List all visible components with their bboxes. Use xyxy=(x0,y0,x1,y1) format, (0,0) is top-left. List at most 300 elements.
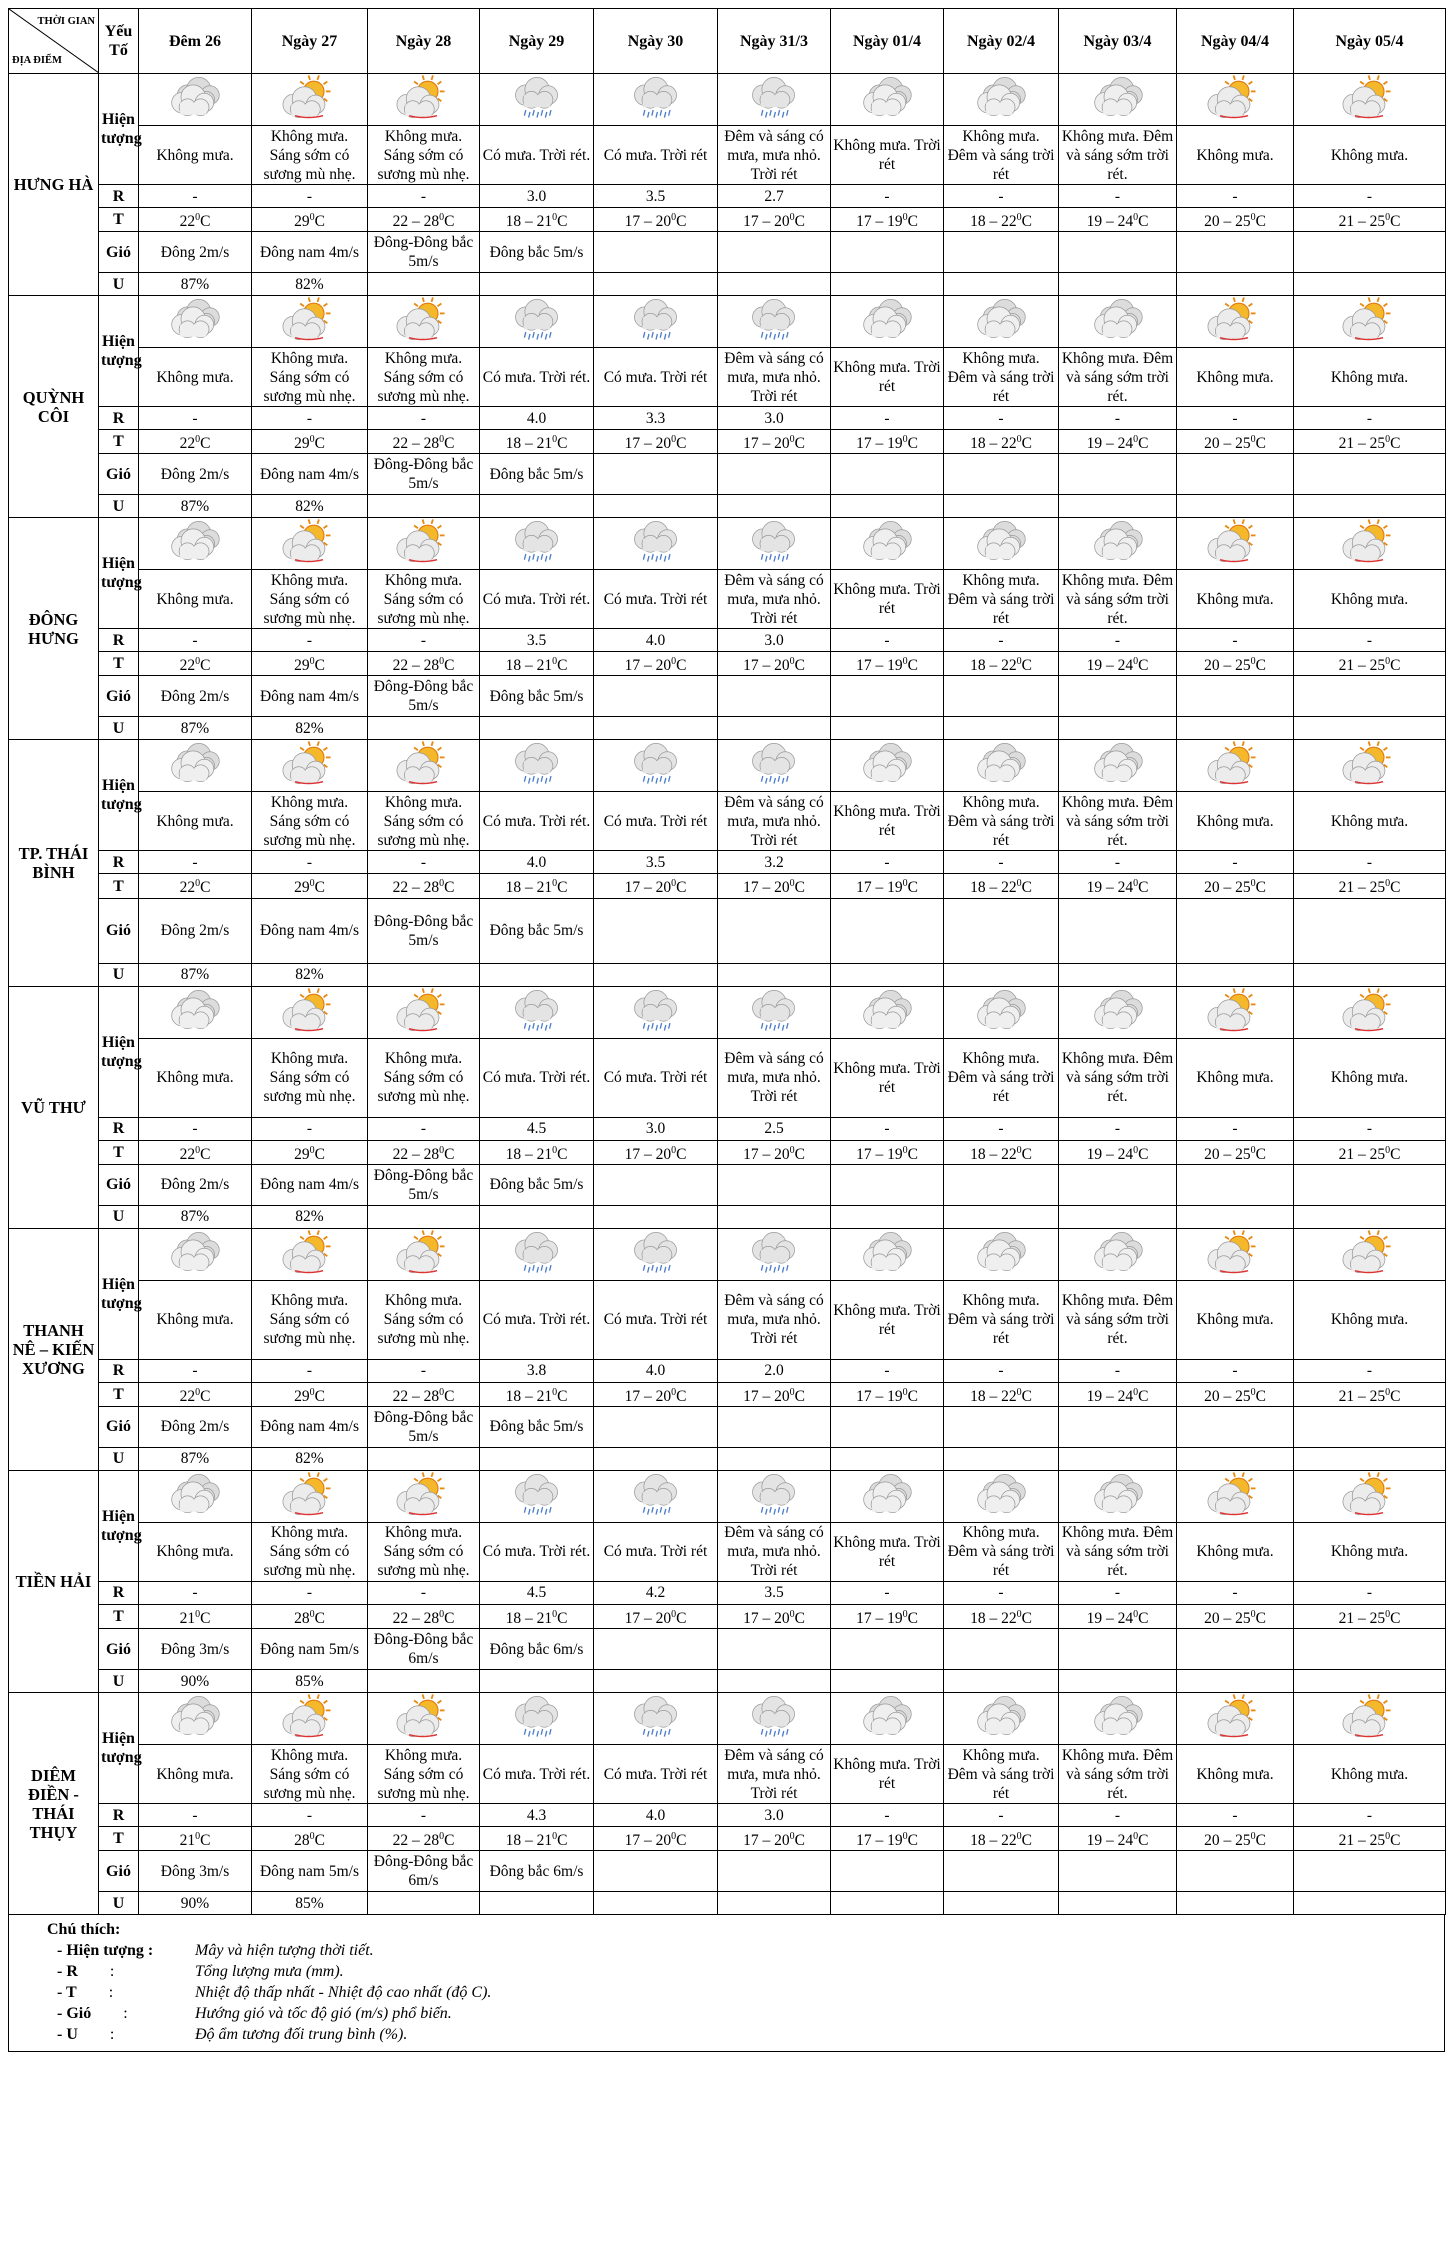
partly-sunny-icon xyxy=(1342,773,1398,790)
celsius-unit: C xyxy=(200,1387,211,1405)
rain-value: - xyxy=(368,1581,480,1604)
degree-sign: 0 xyxy=(552,1386,558,1398)
humidity-row xyxy=(9,1892,1446,1915)
wind-value xyxy=(594,454,718,495)
temperature-value: 21 – 25 xyxy=(1338,435,1386,453)
wind-value: Đông bắc 6m/s xyxy=(480,1851,594,1892)
legend-notes xyxy=(8,1915,1445,2052)
cloudy-icon xyxy=(1090,329,1146,346)
rain-value: 3.8 xyxy=(480,1359,594,1382)
weather-icon-cell xyxy=(944,986,1059,1038)
temperature-value: 19 – 24 xyxy=(1086,1832,1134,1850)
humidity-value: 90% xyxy=(139,1670,252,1693)
celsius-unit: C xyxy=(1255,1610,1266,1628)
note-key-text: - T xyxy=(57,1984,77,2002)
rain-value: - xyxy=(139,851,252,874)
cloudy-icon xyxy=(859,1726,915,1743)
rain-value: - xyxy=(1059,629,1177,652)
weather-icon-cell xyxy=(139,518,252,570)
wind-value xyxy=(1059,232,1177,273)
rain-value: - xyxy=(1059,185,1177,208)
humidity-value xyxy=(594,717,718,740)
celsius-unit: C xyxy=(1390,1832,1401,1850)
humidity-value xyxy=(1059,495,1177,518)
degree-sign: 0 xyxy=(552,1608,558,1620)
rain-value: - xyxy=(1294,629,1446,652)
partly-sunny-icon xyxy=(1207,551,1263,568)
rain-row xyxy=(9,407,1446,430)
degree-sign: 0 xyxy=(789,1386,795,1398)
rain-value: - xyxy=(1177,185,1294,208)
weather-icon-cell xyxy=(1059,1693,1177,1745)
temperature-value: 18 – 21 xyxy=(505,1610,553,1628)
humidity-row xyxy=(9,963,1446,986)
weather-description: Không mưa. Sáng sớm có sương mù nhẹ. xyxy=(252,570,368,629)
label-t: T xyxy=(99,652,139,676)
label-u: U xyxy=(99,495,139,518)
weather-description: Có mưa. Trời rét xyxy=(594,792,718,851)
temperature-cell xyxy=(252,652,368,676)
wind-value xyxy=(831,676,944,717)
temperature-value: 29 xyxy=(294,1387,310,1405)
rain-value: 2.0 xyxy=(718,1359,831,1382)
degree-sign: 0 xyxy=(309,1608,315,1620)
rain-value: - xyxy=(1059,1117,1177,1140)
wind-value xyxy=(594,1629,718,1670)
humidity-value xyxy=(368,1205,480,1228)
cloudy-icon xyxy=(859,1262,915,1279)
partly-sunny-icon xyxy=(1342,1020,1398,1037)
degree-sign: 0 xyxy=(902,212,908,223)
note-key-text: - Hiện tượng : xyxy=(57,1942,154,1960)
rain-icon xyxy=(628,551,684,568)
wind-value: Đông bắc 5m/s xyxy=(480,232,594,273)
weather-description: Đêm và sáng có mưa, mưa nhỏ. Trời rét xyxy=(718,1522,831,1581)
rain-value: - xyxy=(252,185,368,208)
wind-value: Đông bắc 5m/s xyxy=(480,454,594,495)
humidity-value: 85% xyxy=(252,1670,368,1693)
humidity-value: 82% xyxy=(252,495,368,518)
wind-value xyxy=(944,1406,1059,1447)
rain-value: - xyxy=(252,1804,368,1827)
label-gio: Gió xyxy=(99,1629,139,1670)
weather-description: Không mưa. Trời rét xyxy=(831,1038,944,1117)
location-name: VŨ THƯ xyxy=(9,986,99,1228)
icon-row xyxy=(9,1693,1446,1745)
day-header: Ngày 02/4 xyxy=(944,9,1059,74)
weather-description: Không mưa. Sáng sớm có sương mù nhẹ. xyxy=(368,348,480,407)
degree-sign: 0 xyxy=(1016,1144,1022,1156)
degree-sign: 0 xyxy=(1133,1386,1139,1398)
rain-value: - xyxy=(1059,1359,1177,1382)
wind-value: Đông nam 4m/s xyxy=(252,232,368,273)
description-row xyxy=(9,1745,1446,1804)
temperature-cell xyxy=(944,430,1059,454)
celsius-unit: C xyxy=(907,1145,918,1163)
location-name: QUỲNH CÔI xyxy=(9,296,99,518)
degree-sign: 0 xyxy=(1016,1831,1022,1843)
degree-sign: 0 xyxy=(309,1386,315,1398)
wind-value: Đông 2m/s xyxy=(139,1164,252,1205)
temperature-value: 17 – 20 xyxy=(624,657,672,675)
humidity-value xyxy=(1177,1670,1294,1693)
temperature-cell xyxy=(1294,1827,1446,1851)
celsius-unit: C xyxy=(907,1610,918,1628)
rain-value: 4.0 xyxy=(594,1804,718,1827)
label-u: U xyxy=(99,1447,139,1470)
label-r: R xyxy=(99,1117,139,1140)
rain-value: - xyxy=(1294,1581,1446,1604)
temperature-cell xyxy=(368,208,480,232)
degree-sign: 0 xyxy=(552,878,558,890)
degree-sign: 0 xyxy=(1250,1386,1256,1398)
weather-description: Có mưa. Trời rét. xyxy=(480,1280,594,1359)
wind-value: Đông 3m/s xyxy=(139,1851,252,1892)
weather-description: Không mưa. Sáng sớm có sương mù nhẹ. xyxy=(252,792,368,851)
degree-sign: 0 xyxy=(195,1144,201,1156)
celsius-unit: C xyxy=(1390,1610,1401,1628)
temperature-row xyxy=(9,1140,1446,1164)
celsius-unit: C xyxy=(1021,1832,1032,1850)
celsius-unit: C xyxy=(1390,213,1401,231)
weather-icon-cell xyxy=(944,1228,1059,1280)
location-name: ĐÔNG HƯNG xyxy=(9,518,99,740)
weather-icon-cell xyxy=(368,74,480,126)
notes-title: Chú thích: xyxy=(47,1921,121,1939)
degree-sign: 0 xyxy=(789,1608,795,1620)
weather-icon-cell xyxy=(1177,296,1294,348)
rain-icon xyxy=(746,773,802,790)
celsius-unit: C xyxy=(907,1387,918,1405)
partly-sunny-icon xyxy=(396,1020,452,1037)
humidity-value xyxy=(1059,1205,1177,1228)
weather-icon-cell xyxy=(1059,740,1177,792)
wind-value xyxy=(1059,1629,1177,1670)
celsius-unit: C xyxy=(1021,1145,1032,1163)
degree-sign: 0 xyxy=(1250,212,1256,223)
temperature-cell xyxy=(1059,1604,1177,1628)
cloudy-icon xyxy=(167,773,223,790)
temperature-cell xyxy=(594,874,718,898)
temperature-value: 20 – 25 xyxy=(1204,1832,1251,1850)
note-text: Độ ẩm tương đối trung bình (%). xyxy=(195,2026,408,2044)
temperature-cell xyxy=(594,1604,718,1628)
corner-place-label: ĐỊA ĐIỂM xyxy=(12,55,62,66)
weather-description: Không mưa. xyxy=(1294,570,1446,629)
weather-description: Không mưa. Sáng sớm có sương mù nhẹ. xyxy=(252,1745,368,1804)
wind-value xyxy=(831,232,944,273)
degree-sign: 0 xyxy=(1133,1144,1139,1156)
weather-description: Có mưa. Trời rét xyxy=(594,348,718,407)
temperature-cell xyxy=(480,430,594,454)
temperature-value: 17 – 20 xyxy=(624,1832,672,1850)
partly-sunny-icon xyxy=(282,1504,338,1521)
temperature-row xyxy=(9,1382,1446,1406)
temperature-value: 20 – 25 xyxy=(1204,657,1251,675)
wind-value xyxy=(1294,1406,1446,1447)
degree-sign: 0 xyxy=(195,1831,201,1843)
location-name: DIÊM ĐIỀN - THÁI THỤY xyxy=(9,1693,99,1915)
celsius-unit: C xyxy=(200,879,211,897)
celsius-unit: C xyxy=(676,879,687,897)
humidity-value: 87% xyxy=(139,963,252,986)
wind-value: Đông nam 5m/s xyxy=(252,1851,368,1892)
note-item xyxy=(57,1940,1444,1961)
weather-description: Không mưa. Sáng sớm có sương mù nhẹ. xyxy=(368,1522,480,1581)
weather-icon-cell xyxy=(1059,296,1177,348)
celsius-unit: C xyxy=(907,879,918,897)
temperature-value: 22 – 28 xyxy=(392,1610,440,1628)
temperature-value: 28 xyxy=(294,1832,310,1850)
weather-description: Không mưa. Sáng sớm có sương mù nhẹ. xyxy=(252,348,368,407)
rain-value: - xyxy=(368,1117,480,1140)
partly-sunny-icon xyxy=(396,107,452,124)
degree-sign: 0 xyxy=(671,1831,677,1843)
weather-icon-cell xyxy=(944,740,1059,792)
celsius-unit: C xyxy=(200,657,211,675)
rain-value: - xyxy=(1059,1804,1177,1827)
note-item xyxy=(57,1961,1444,1982)
temperature-cell xyxy=(480,1604,594,1628)
weather-icon-cell xyxy=(1177,740,1294,792)
rain-value: - xyxy=(1177,851,1294,874)
temperature-cell xyxy=(368,430,480,454)
weather-description: Có mưa. Trời rét. xyxy=(480,348,594,407)
temperature-cell xyxy=(1177,874,1294,898)
weather-description: Không mưa. Trời rét xyxy=(831,1280,944,1359)
wind-value xyxy=(1294,454,1446,495)
wind-value xyxy=(1294,1164,1446,1205)
temperature-value: 28 xyxy=(294,1610,310,1628)
description-row xyxy=(9,1038,1446,1117)
weather-description: Có mưa. Trời rét. xyxy=(480,1522,594,1581)
weather-icon-cell xyxy=(831,1228,944,1280)
temperature-value: 17 – 19 xyxy=(856,1610,903,1628)
temperature-cell xyxy=(718,208,831,232)
temperature-value: 18 – 22 xyxy=(970,435,1017,453)
humidity-value xyxy=(718,1892,831,1915)
weather-description: Đêm và sáng có mưa, mưa nhỏ. Trời rét xyxy=(718,1745,831,1804)
celsius-unit: C xyxy=(444,1832,455,1850)
celsius-unit: C xyxy=(444,1145,455,1163)
weather-icon-cell xyxy=(944,296,1059,348)
weather-icon-cell xyxy=(831,1693,944,1745)
degree-sign: 0 xyxy=(671,878,677,890)
wind-row xyxy=(9,1164,1446,1205)
cloudy-icon xyxy=(167,107,223,124)
rain-value: 3.2 xyxy=(718,851,831,874)
celsius-unit: C xyxy=(676,1145,687,1163)
humidity-value xyxy=(1294,1205,1446,1228)
weather-description: Có mưa. Trời rét xyxy=(594,1038,718,1117)
degree-sign: 0 xyxy=(1385,1831,1391,1843)
label-u: U xyxy=(99,273,139,296)
weather-icon-cell xyxy=(368,986,480,1038)
rain-value: - xyxy=(1294,407,1446,430)
temperature-value: 22 – 28 xyxy=(392,435,440,453)
icon-row xyxy=(9,1228,1446,1280)
weather-icon-cell xyxy=(944,1470,1059,1522)
cloudy-icon xyxy=(859,329,915,346)
description-row xyxy=(9,792,1446,851)
partly-sunny-icon xyxy=(1342,1726,1398,1743)
degree-sign: 0 xyxy=(789,656,795,668)
rain-value: - xyxy=(368,407,480,430)
temperature-cell xyxy=(718,1140,831,1164)
celsius-unit: C xyxy=(200,1145,211,1163)
celsius-unit: C xyxy=(794,1610,805,1628)
weather-description: Không mưa. xyxy=(1177,570,1294,629)
celsius-unit: C xyxy=(1255,213,1266,231)
weather-description: Không mưa. Đêm và sáng trời rét xyxy=(944,1745,1059,1804)
temperature-value: 17 – 19 xyxy=(856,1145,903,1163)
humidity-value xyxy=(944,1892,1059,1915)
rain-icon xyxy=(628,107,684,124)
label-gio: Gió xyxy=(99,232,139,273)
weather-description: Không mưa. Đêm và sáng trời rét xyxy=(944,1038,1059,1117)
humidity-value xyxy=(718,963,831,986)
wind-value xyxy=(831,1629,944,1670)
weather-description: Không mưa. Sáng sớm có sương mù nhẹ. xyxy=(368,1745,480,1804)
wind-value xyxy=(594,1406,718,1447)
temperature-cell xyxy=(252,430,368,454)
cloudy-icon xyxy=(1090,773,1146,790)
celsius-unit: C xyxy=(1390,435,1401,453)
cloudy-icon xyxy=(859,1504,915,1521)
wind-value xyxy=(1059,1164,1177,1205)
temperature-cell xyxy=(594,430,718,454)
weather-description: Có mưa. Trời rét. xyxy=(480,1038,594,1117)
day-header: Ngày 01/4 xyxy=(831,9,944,74)
temperature-cell xyxy=(1177,652,1294,676)
humidity-value xyxy=(1177,1447,1294,1470)
temperature-row xyxy=(9,430,1446,454)
degree-sign: 0 xyxy=(789,878,795,890)
rain-value: - xyxy=(368,629,480,652)
humidity-value xyxy=(480,1447,594,1470)
celsius-unit: C xyxy=(794,657,805,675)
temperature-cell xyxy=(480,652,594,676)
humidity-row xyxy=(9,1670,1446,1693)
weather-description: Không mưa. Sáng sớm có sương mù nhẹ. xyxy=(368,1038,480,1117)
celsius-unit: C xyxy=(676,1610,687,1628)
weather-description: Không mưa. Đêm và sáng sớm trời rét. xyxy=(1059,570,1177,629)
wind-value: Đông-Đông bắc 5m/s xyxy=(368,1164,480,1205)
degree-sign: 0 xyxy=(1133,878,1139,890)
icon-row xyxy=(9,986,1446,1038)
rain-value: - xyxy=(944,185,1059,208)
weather-description: Đêm và sáng có mưa, mưa nhỏ. Trời rét xyxy=(718,126,831,185)
temperature-value: 29 xyxy=(294,879,310,897)
note-colon: : xyxy=(108,1984,114,2002)
celsius-unit: C xyxy=(557,1832,568,1850)
weather-icon-cell xyxy=(594,740,718,792)
wind-value xyxy=(1177,232,1294,273)
day-header: Ngày 03/4 xyxy=(1059,9,1177,74)
humidity-value xyxy=(1294,1447,1446,1470)
celsius-unit: C xyxy=(676,213,687,231)
temperature-value: 29 xyxy=(294,657,310,675)
rain-icon xyxy=(746,1262,802,1279)
temperature-cell xyxy=(594,1140,718,1164)
temperature-value: 18 – 21 xyxy=(505,1387,553,1405)
temperature-cell xyxy=(1177,208,1294,232)
celsius-unit: C xyxy=(794,1387,805,1405)
weather-icon-cell xyxy=(252,740,368,792)
partly-sunny-icon xyxy=(282,329,338,346)
rain-value: - xyxy=(1059,407,1177,430)
celsius-unit: C xyxy=(444,213,455,231)
wind-value: Đông-Đông bắc 5m/s xyxy=(368,232,480,273)
rain-value: 3.5 xyxy=(480,629,594,652)
wind-value xyxy=(944,676,1059,717)
degree-sign: 0 xyxy=(671,1144,677,1156)
weather-description: Không mưa. Đêm và sáng sớm trời rét. xyxy=(1059,1280,1177,1359)
wind-value xyxy=(1294,232,1446,273)
temperature-cell xyxy=(718,1604,831,1628)
weather-description: Không mưa. xyxy=(1294,126,1446,185)
icon-row xyxy=(9,74,1446,126)
rain-value: - xyxy=(831,851,944,874)
humidity-value: 85% xyxy=(252,1892,368,1915)
weather-icon-cell xyxy=(252,74,368,126)
degree-sign: 0 xyxy=(789,1144,795,1156)
wind-value: Đông nam 4m/s xyxy=(252,454,368,495)
temperature-value: 22 xyxy=(179,657,196,675)
day-header: Ngày 29 xyxy=(480,9,594,74)
location-name: TIỀN HẢI xyxy=(9,1470,99,1692)
degree-sign: 0 xyxy=(309,878,315,890)
celsius-unit: C xyxy=(794,1145,805,1163)
temperature-cell xyxy=(831,1827,944,1851)
weather-icon-cell xyxy=(718,518,831,570)
wind-value: Đông nam 4m/s xyxy=(252,676,368,717)
rain-value: 3.0 xyxy=(718,407,831,430)
celsius-unit: C xyxy=(314,1387,325,1405)
degree-sign: 0 xyxy=(195,1608,201,1620)
degree-sign: 0 xyxy=(439,878,445,890)
label-u: U xyxy=(99,1205,139,1228)
weather-icon-cell xyxy=(252,1470,368,1522)
wind-value xyxy=(1294,1629,1446,1670)
rain-value: - xyxy=(1294,851,1446,874)
wind-row xyxy=(9,898,1446,963)
degree-sign: 0 xyxy=(1016,212,1022,223)
wind-value xyxy=(1059,454,1177,495)
cloudy-icon xyxy=(167,1262,223,1279)
rain-value: - xyxy=(831,1117,944,1140)
rain-value: - xyxy=(944,1804,1059,1827)
humidity-value xyxy=(1294,717,1446,740)
label-gio: Gió xyxy=(99,1406,139,1447)
temperature-value: 18 – 22 xyxy=(970,1832,1017,1850)
weather-icon-cell xyxy=(594,1470,718,1522)
temperature-row xyxy=(9,874,1446,898)
temperature-cell xyxy=(594,652,718,676)
weather-icon-cell xyxy=(480,986,594,1038)
rain-value: - xyxy=(1294,1804,1446,1827)
weather-description: Không mưa. xyxy=(1294,1522,1446,1581)
humidity-value xyxy=(368,717,480,740)
wind-value xyxy=(831,1406,944,1447)
temperature-value: 18 – 21 xyxy=(505,435,553,453)
humidity-value: 87% xyxy=(139,717,252,740)
degree-sign: 0 xyxy=(195,656,201,668)
weather-description: Không mưa. Sáng sớm có sương mù nhẹ. xyxy=(252,126,368,185)
wind-value xyxy=(718,1406,831,1447)
celsius-unit: C xyxy=(1255,879,1266,897)
weather-icon-cell xyxy=(1059,1470,1177,1522)
